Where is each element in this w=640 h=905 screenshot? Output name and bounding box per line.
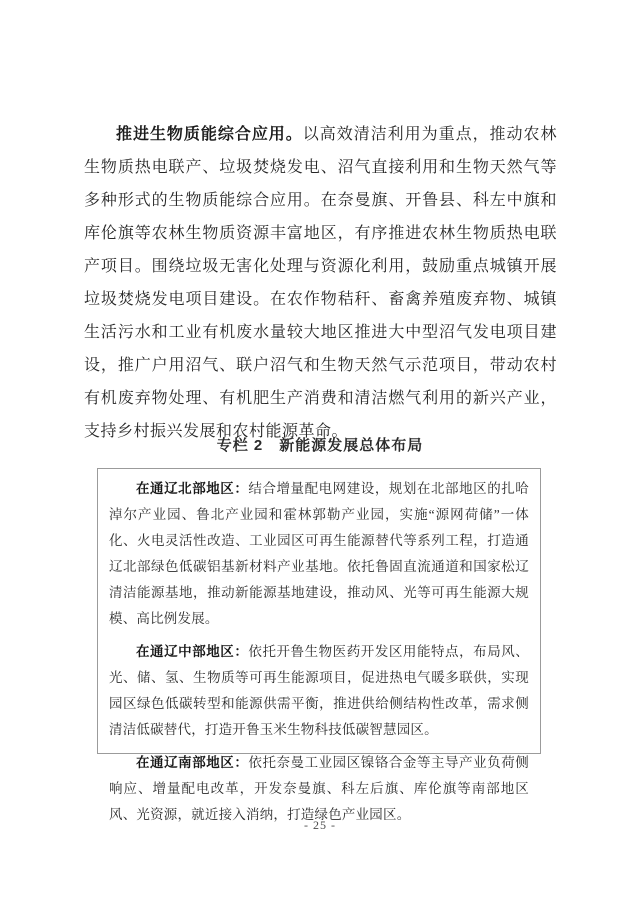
box-paragraph-south: [109, 750, 529, 828]
box-paragraph-north: [109, 476, 529, 632]
page-number: - 25 -: [304, 818, 336, 832]
column-box: [97, 468, 541, 822]
box-paragraph-south-body: 依托奈曼工业园区镍铬合金等主导产业负荷侧响应、增量配电改革，开发奈曼旗、科左后旗、库伦旗等南部地区风、光资源，就近接入消纳，打造绿色产业园区。: [109, 755, 529, 822]
biomass-paragraph: [84, 118, 557, 448]
box-paragraph-central-lead: 在通辽中部地区：: [136, 644, 249, 659]
box-paragraph-central-body: 依托开鲁生物医药开发区用能特点，布局风、光、储、氢、生物质等可再生能源项目，促进热电气暖多联供，实现园区绿色低碳转型和能源供需平衡，推进供给侧结构性改革，需求侧清洁低碳替代，打造开鲁玉米生物科技低碳智慧园区。: [109, 644, 529, 737]
box-paragraph-north-body: 结合增量配电网建设，规划在北部地区的扎哈淖尔产业园、鲁北产业园和霍林郭勒产业园，实施“源网荷储”一体化、火电灵活性改造、工业园区可再生能源替代等系列工程，打造通辽北部绿色低碳铝基新材料产业基地。依托鲁固直流通道和国家松辽清洁能源基地，推动新能源基地建设，推动风、光等可再生能源大规模、高比例发展。: [109, 481, 529, 626]
biomass-paragraph-body: 以高效清洁利用为重点，推动农林生物质热电联产、垃圾焚烧发电、沼气直接利用和生物天然气等多种形式的生物质能综合应用。在奈曼旗、开鲁县、科左中旗和库伦旗等农林生物质资源丰富地区，有序推进农林生物质热电联产项目。围绕垃圾无害化处理与资源化利用，鼓励重点城镇开展垃圾焚烧发电项目建设。在农作物秸秆、畜禽养殖废弃物、城镇生活污水和工业有机废水量较大地区推进大中型沼气发电项目建设，推广户用沼气、联户沼气和生物天然气示范项目，带动农村有机废弃物处理、有机肥生产消费和清洁燃气利用的新兴产业，支持乡村振兴发展和农村能源革命。: [84, 126, 557, 440]
box-paragraph-south-lead: 在通辽南部地区：: [136, 755, 249, 770]
box-paragraph-north-lead: 在通辽北部地区：: [136, 481, 249, 496]
biomass-paragraph-lead: 推进生物质能综合应用。: [116, 126, 303, 143]
column-box-title: 专栏 2 新能源发展总体布局: [216, 437, 424, 454]
box-paragraph-central: [109, 639, 529, 743]
